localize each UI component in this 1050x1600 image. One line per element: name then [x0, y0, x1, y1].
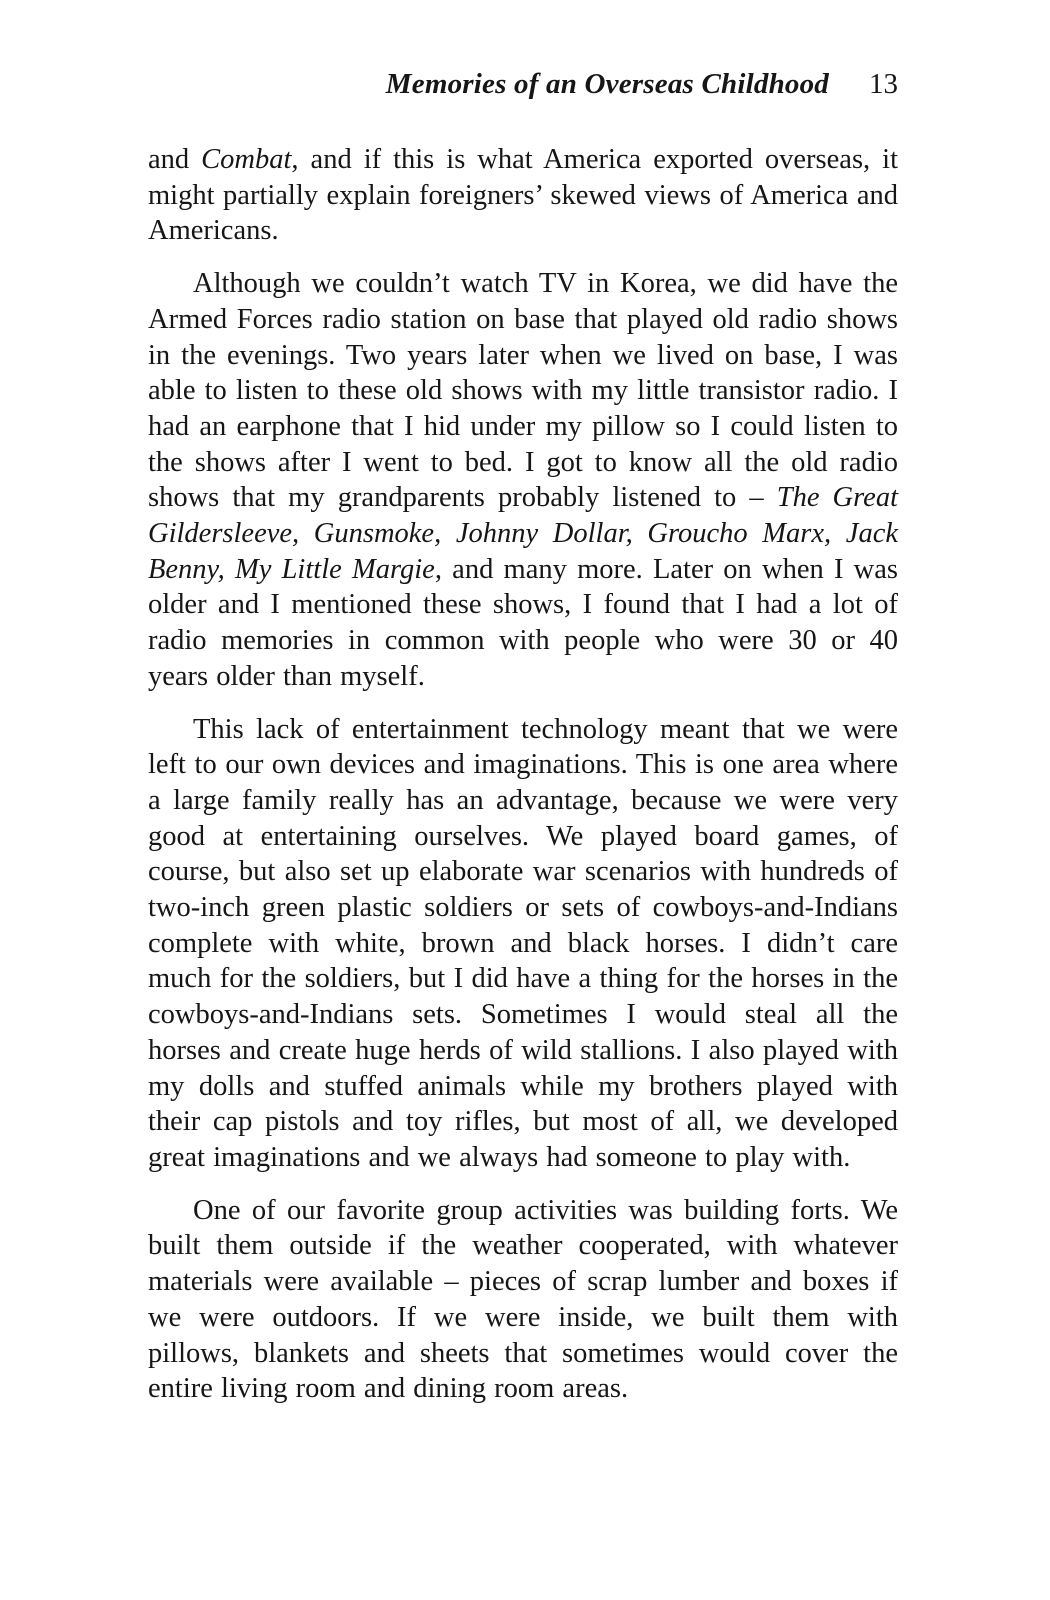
running-header [148, 66, 898, 102]
paragraph [148, 266, 898, 694]
paragraph [148, 142, 898, 249]
text-run: This lack of entertainment technology meant that we were left to our own devices and imaginations. This is one area where a large family really has an advantage, because we were very good at entertaining ourselves. We played board games, of course, but also set up elaborate war scenarios with hundreds of two-inch green plastic soldiers or sets of cowboys-and-Indians complete with white, brown and black horses. I didn’t care much for the soldiers, but I did have a thing for the horses in the cowboys-and-Indians sets. Sometimes I would steal all the horses and create huge herds of wild stallions. I also played with my dolls and stuffed animals while my brothers played with their cap pistols and toy rifles, but most of all, we developed great imaginations and we always had someone to play with. [148, 713, 898, 1173]
italic-text-run: Combat [201, 144, 292, 175]
text-run: , and many more. Later on when I was older and I mentioned these shows, I found that I had a lot of radio memories in common with people who were 30 or 40 years older than myself. [148, 553, 898, 692]
text-run: One of our favorite group activities was building forts. We built them outside if the weather cooperated, with whatever materials were available – pieces of scrap lumber and boxes if we were outdoors. If we were inside, we built them with pillows, blankets and sheets that sometimes would cover the entire living room and dining room areas. [148, 1194, 898, 1405]
chapter-title: Memories of an Overseas Childhood [385, 68, 829, 100]
paragraph [148, 712, 898, 1176]
page-number: 13 [869, 68, 898, 100]
page-body [148, 142, 898, 1407]
text-run: and [148, 144, 202, 175]
text-run: Although we couldn’t watch TV in Korea, we did have the Armed Forces radio station on base that played old radio shows in the evenings. Two years later when we lived on base, I was able to listen to these old shows with my little transistor radio. I had an earphone that I hid under my pillow so I could listen to the shows after I went to bed. I got to know all the old radio shows that my grandparents probably listened to – [148, 268, 898, 514]
text-run: , and if this is what America exported overseas, it might partially explain foreigners’ skewed views of America and Americans. [148, 144, 898, 247]
italic-text-run: The Great Gildersleeve, Gunsmoke, Johnny Dollar, Groucho Marx, Jack Benny, My Little Margie [148, 482, 898, 585]
paragraph [148, 1193, 898, 1407]
